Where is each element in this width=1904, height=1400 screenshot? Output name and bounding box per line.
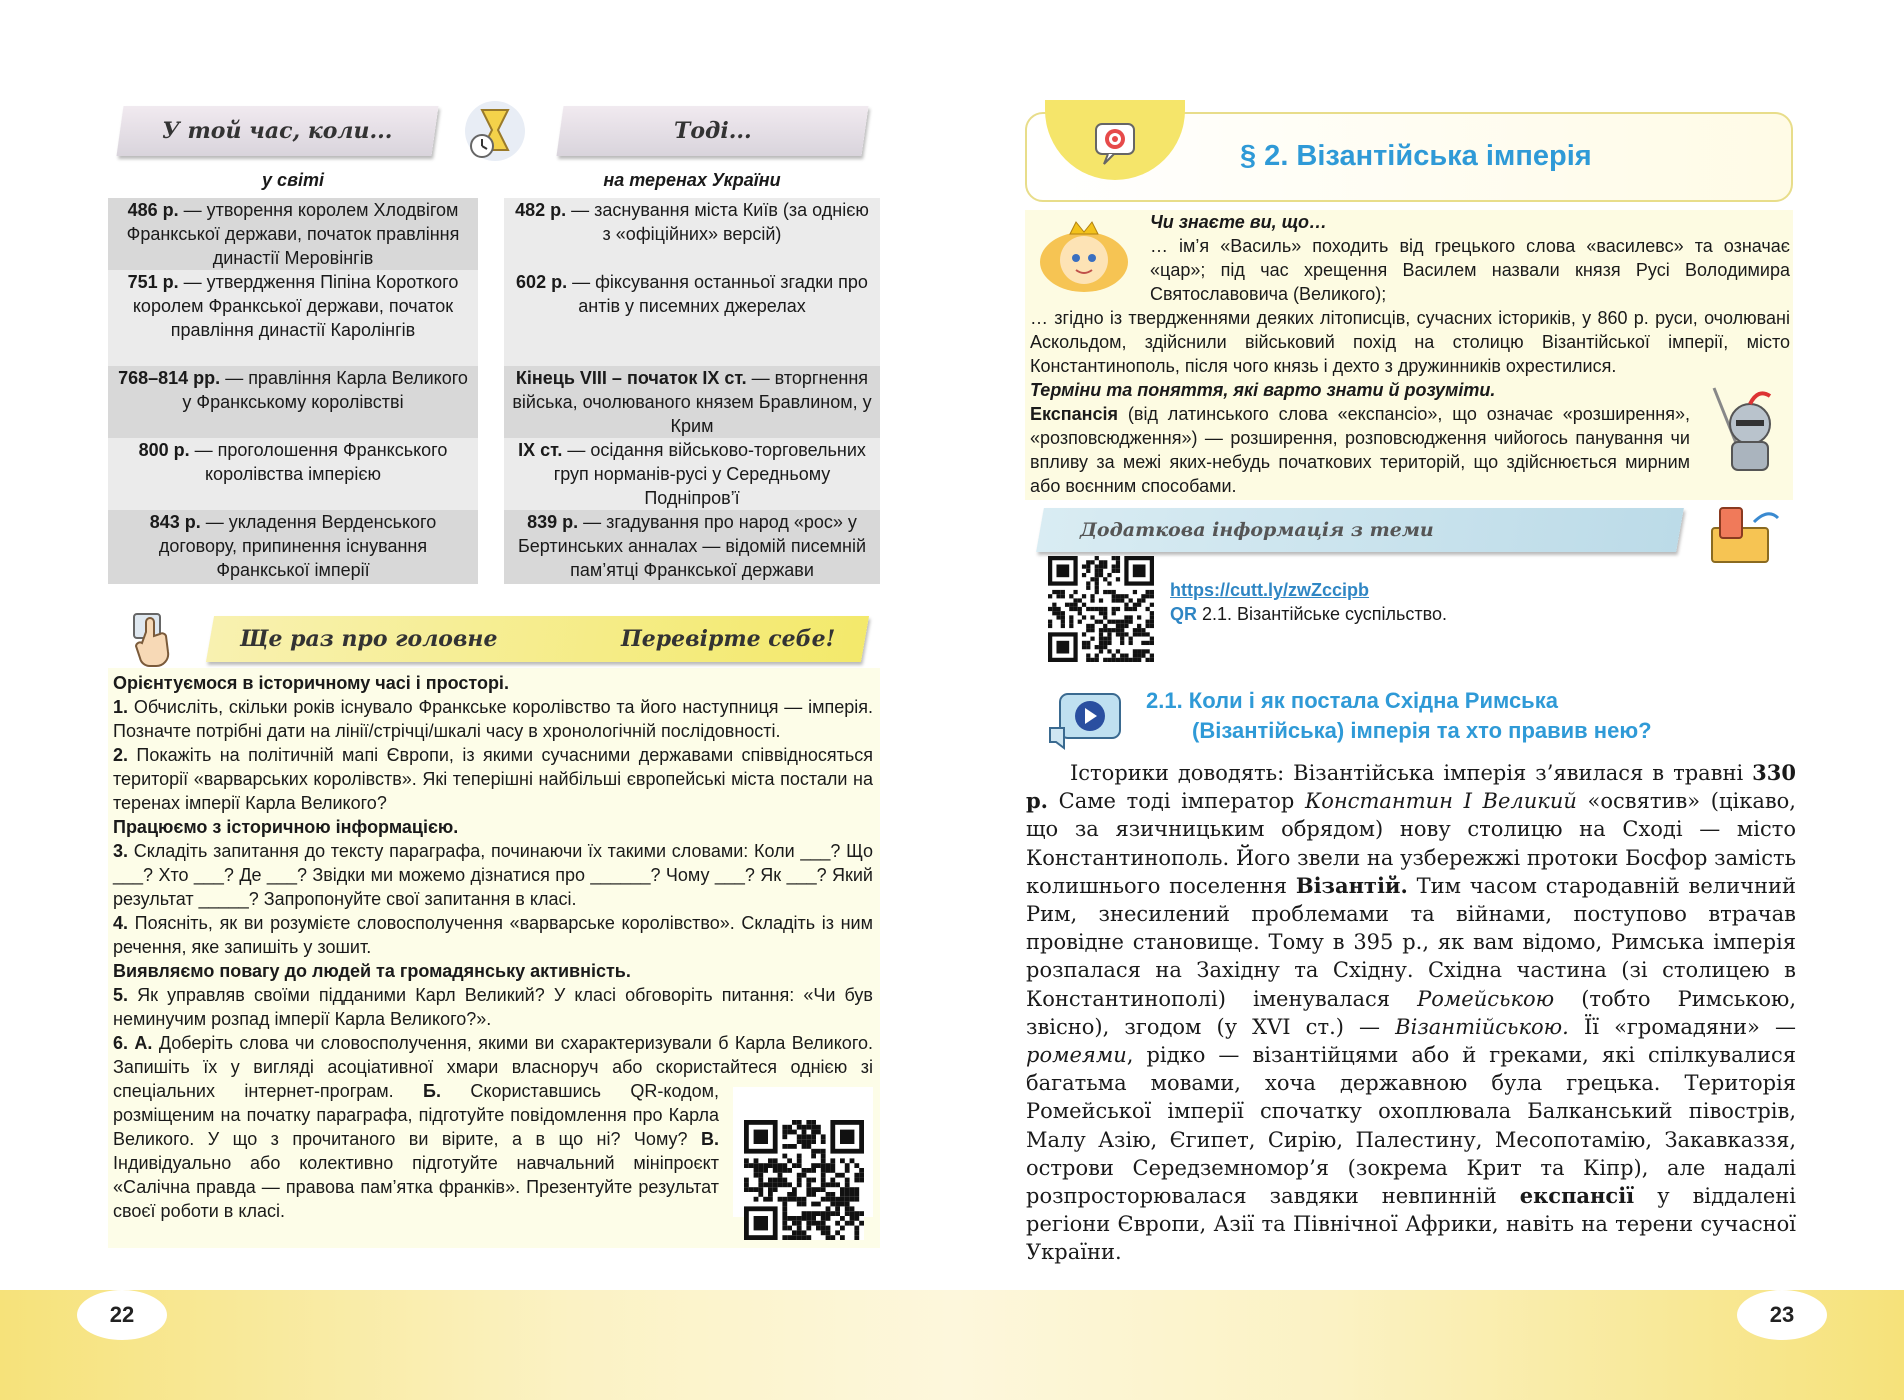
table-row: 839 р. — згадування про народ «рос» у Бертинських анналах — відомій писемній пам’ятці Франкської держави	[504, 510, 880, 584]
table-row: 751 р. — утвердження Піпіна Короткого королем Франкської держави, початок правління династії Каролінгів	[108, 270, 478, 366]
timeline-ukraine	[504, 198, 880, 584]
terms-block: Терміни та поняття, які варто знати й розуміти. Експансія (від латинського слова «експансіо», що означає «розширення», «розповсюдження») — розширення, розповсюдження чийогось панування чи впливу за межі яких-небудь початкових територій, що здійснюється мирним або воєнним способами.	[1030, 380, 1690, 496]
princess-mascot-icon	[1030, 212, 1138, 296]
column-head-world: у світі	[262, 170, 324, 190]
extra-info-link[interactable]: https://cutt.ly/zwZccipb	[1170, 580, 1370, 600]
knight-mascot-icon	[1706, 384, 1786, 474]
review-questions: Орієнтуємося в історичному часі і просторі. 1. Обчисліть, скільки років існувало Франкське королівство та його наступниця — імперія. Позначте потрібні дати на лінії/стрічці/шкалі часу в хронологічній послідовності. 2. Покажіть на політичній мапі Європи, із якими сучасними державами співвідносяться території «варварських королівств». Які теперішні найбільші європейські міста постали на теренах імперії Карла Великого? Працюємо з історичною інформацією. 3. Складіть запитання до тексту параграфа, починаючи їх такими словами: Коли ___? Що ___? Хто ___? Де ___? Звідки ми можемо дізнатися про ______? Чому ___? Як ___? Який результат _____? Запропонуйте свої запитання в класі. 4. Поясніть, як ви розумієте словосполучення «варварське королівство». Складіть із ним речення, яке запишіть у зошит. Виявляємо повагу до людей та громадянську активність. 5. Як управляв своїми підданими Карл Великий? У класі обговоріть питання: «Чи був неминучим розпад імперії Карла Великого?». 6. А. Доберіть слова чи словосполучення, якими ви схарактеризували б Карла Великого. Запишіть їх у вигляді асоціативної хмари власноруч або скористайтеся однією зі спеціальних інтернет-програм. Б. Скориставшись QR-кодом, розміщеним на початку параграфа, підготуйте повідомлення про Карла Великого. У що з прочитаного ви вірите, а в що ні? Чому? В. Індивідуально або колективно підготуйте навчальний мініпроєкт «Салічна правда — правова пам’ятка франків». Презентуйте результат своєї роботи в класі.	[113, 673, 873, 1221]
ribbon-world: У той час, коли...	[116, 106, 438, 156]
section-body-text	[1026, 759, 1796, 1267]
did-you-know-more: … згідно із твердженнями деяких літописців, сучасних істориків, у 860 р. руси, очолювані Аскольдом, здійснили військовий похід на столицю Візантійської імперії, місто Константинополь, після чого князь і дехто з дружинників охрестилися.	[1030, 308, 1790, 376]
page-number-right: 23	[1737, 1290, 1827, 1340]
body-run: ромеями	[1026, 1043, 1127, 1068]
ribbon-then: Тоді...	[556, 106, 868, 156]
table-row: 768–814 рр. — правління Карла Великого у Франкському королівстві	[108, 366, 478, 438]
body-run: , рідко — візантійцями або й греками, які спілкувалися багатьма мовами, хоча державною була грецька. Територія Ромейської імперії спочатку охоплювала Балканський півострів, Малу Азію, Єгипет, Сирію, Палестину, Месопотамію, Закавказзя, острови Середземномор’я (зокрема Крит та Кіпр), але надалі розпросторювалася завдяки невпинній	[1026, 1043, 1796, 1209]
table-row: Кінець VIII – початок IX ст. — вторгнення війська, очолюваного князем Бравлином, у Крим	[504, 366, 880, 438]
table-row: 602 р. — фіксування останньої згадки про антів у писемних джерелах	[504, 270, 880, 366]
body-run: Візантій.	[1295, 872, 1408, 898]
body-run: 330 р.	[1026, 760, 1796, 814]
lesson-target-icon	[1090, 116, 1140, 168]
body-run: Візантійською.	[1395, 1014, 1569, 1039]
table-row: 482 р. — заснування міста Київ (за однією з «офіційних» версій)	[504, 198, 880, 270]
table-row: 843 р. — укладення Верденського договору, припинення існування Франкської імперії	[108, 510, 478, 584]
body-run: Константин І Великий	[1304, 789, 1577, 814]
extra-info-text: https://cutt.ly/zwZccipb QR 2.1. Візантійське суспільство.	[1170, 580, 1448, 624]
body-run: «освятив» (цікаво, що за язичницьким обрядом) нову столицю на Сході — місто Константинополь. Його звели на узбережжі протоки Босфор замість колишнього поселення	[1026, 789, 1796, 898]
hourglass-icon	[460, 100, 530, 162]
laptop-info-icon	[1706, 504, 1786, 570]
pointing-hand-icon	[128, 612, 178, 670]
column-head-ukraine: на теренах України	[603, 170, 781, 190]
body-run: (тобто Римською, звісно), згодом (у XVI ст.) —	[1026, 986, 1796, 1039]
body-run: у віддалені регіони Європи, Азії та Північної Африки, навіть на терени сучасної України.	[1026, 1184, 1796, 1265]
extra-info-ribbon: Додаткова інформація з теми	[1036, 508, 1684, 552]
qr-code-left[interactable]	[744, 1120, 864, 1240]
body-run: Тим часом стародавній величний Рим, знесилений проблемами та війнами, поступово втрачав провідне становище. Тому в 395 р., як вам відомо, Римська імперія розпалася на Західну та Східну. Східна частина (зі столицею в Константинополі) іменувалася	[1026, 873, 1796, 1011]
table-row: 486 р. — утворення королем Хлодвігом Франкської держави, початок правління династії Меровінгів	[108, 198, 478, 270]
review-ribbon: Ще раз про головне Перевірте себе!	[206, 616, 869, 662]
qr-code-right[interactable]	[1048, 556, 1154, 662]
body-run: експансії	[1519, 1183, 1635, 1209]
video-play-icon	[1046, 678, 1130, 756]
subsection-title: 2.1. Коли і як постала Східна Римська (Візантійська) імперія та хто правив нею?	[1146, 688, 1652, 743]
table-row: 800 р. — проголошення Франкського королівства імперією	[108, 438, 478, 510]
page-number-left: 22	[77, 1290, 167, 1340]
footer-band	[0, 1290, 1904, 1400]
table-row: IX ст. — осідання військово-торговельних груп норманів-русі у Середньому Подніпров’ї	[504, 438, 880, 510]
timeline-world	[108, 198, 478, 584]
body-run: Історики доводять: Візантійська імперія з’явилася в травні	[1070, 761, 1753, 785]
body-run: Ромейською	[1417, 986, 1555, 1011]
did-you-know-text: Чи знаєте ви, що… … ім’я «Василь» походить від грецького слова «василевс» та означає «цар»; під час хрещення Василем назвали князя Русі Володимира Святославовича (Великого);	[1150, 212, 1790, 304]
page-title: § 2. Візантійська імперія	[1240, 140, 1592, 172]
body-run: Її «громадяни» —	[1568, 1014, 1796, 1039]
body-run: Саме тоді імператор	[1048, 789, 1305, 814]
